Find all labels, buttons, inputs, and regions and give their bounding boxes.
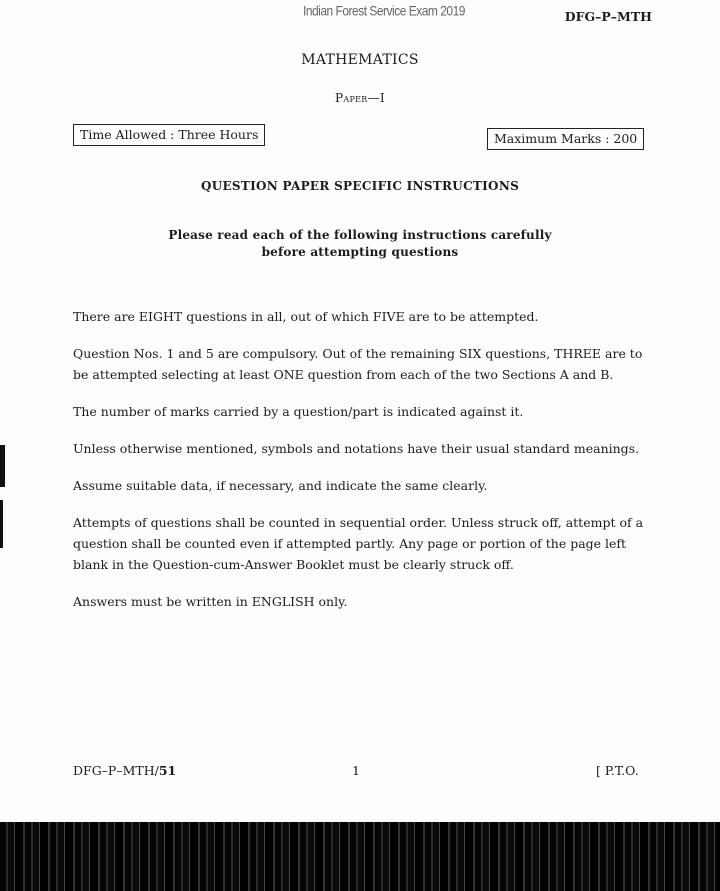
time-allowed-box: Time Allowed : Three Hours — [73, 124, 265, 146]
instruction-item: Question Nos. 1 and 5 are compulsory. Out of the remaining SIX questions, THREE are to be attempted selecting at least ONE question from each of the two Sections A and B. — [73, 346, 643, 382]
instruction-item: Attempts of questions shall be counted in sequential order. Unless struck off, attempt of a question shall be counted even if attempted partly. Any page or portion of the page left blank in the Question-cum-Answer Booklet must be clearly struck off. — [73, 515, 644, 572]
instruction-item: Answers must be written in ENGLISH only. — [73, 594, 348, 609]
note-line-1: Please read each of the following instructions carefully — [168, 228, 552, 242]
paper-number: Paper—I — [335, 91, 385, 105]
footer-pto: [ P.T.O. — [596, 763, 639, 778]
instruction-item: Assume suitable data, if necessary, and indicate the same clearly. — [73, 478, 488, 493]
instruction-item: There are EIGHT questions in all, out of which FIVE are to be attempted. — [73, 309, 539, 324]
footer-paper-code — [73, 763, 176, 778]
scan-edge-mark — [0, 445, 5, 487]
subject-title: MATHEMATICS — [301, 52, 419, 68]
footer-code-prefix: DFG–P–MTH/ — [73, 763, 159, 778]
note-line-2: before attempting questions — [261, 245, 459, 259]
paper-code-top: DFG–P–MTH — [564, 9, 652, 24]
instruction-item: Unless otherwise mentioned, symbols and notations have their usual standard meanings. — [73, 441, 640, 456]
scan-stamp: Indian Forest Service Exam 2019 — [303, 2, 465, 20]
scan-edge-mark — [0, 500, 3, 548]
scanner-border — [0, 822, 720, 891]
instructions-note — [0, 227, 720, 261]
maximum-marks-box: Maximum Marks : 200 — [487, 128, 644, 150]
footer-code-number: 51 — [158, 763, 177, 778]
instructions-heading: QUESTION PAPER SPECIFIC INSTRUCTIONS — [200, 179, 520, 193]
footer-page-number: 1 — [352, 763, 360, 778]
instruction-item: The number of marks carried by a question/part is indicated against it. — [73, 404, 524, 419]
